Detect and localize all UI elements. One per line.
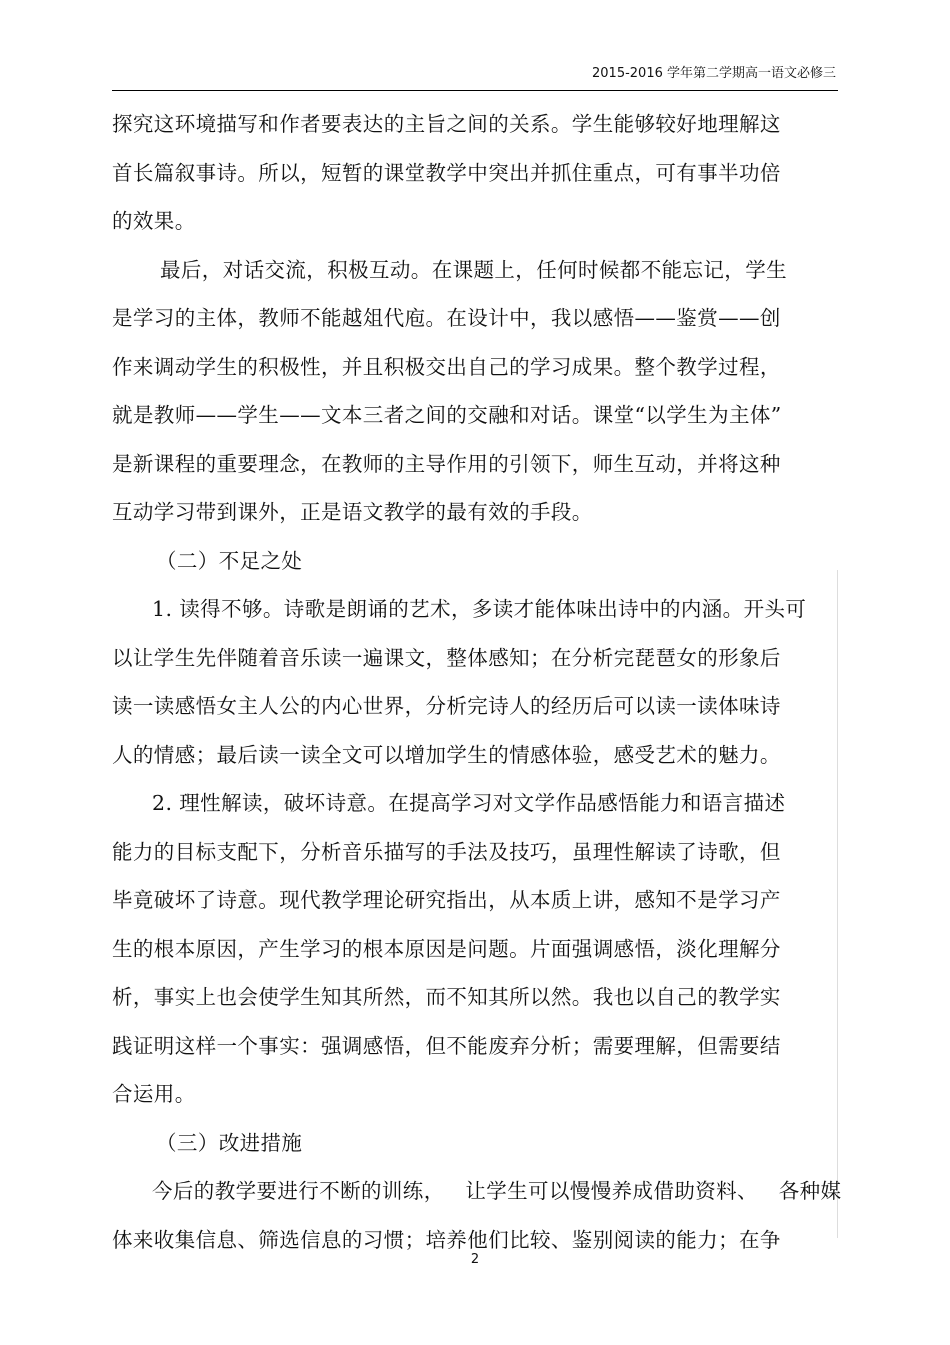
- text-line: 合运用。: [112, 1082, 196, 1106]
- page-number: 2: [470, 1252, 480, 1267]
- text-line: 就是教师——学生——文本三者之间的交融和对话。课堂“以学生为主体”: [112, 403, 782, 427]
- text-line: 是学习的主体，教师不能越俎代庖。在设计中，我以感悟——鉴赏——创: [112, 306, 781, 330]
- text-line: 的效果。: [112, 209, 196, 233]
- text-line: 生的根本原因，产生学习的根本原因是问题。片面强调感悟，淡化理解分: [112, 936, 781, 961]
- text-line: 能力的目标支配下，分析音乐描写的手法及技巧，虽理性解读了诗歌，但: [112, 839, 781, 864]
- text-line: 践证明这样一个事实：强调感悟，但不能废弃分析；需要理解，但需要结: [112, 1033, 781, 1058]
- text-line: 毕竟破坏了诗意。现代教学理论研究指出，从本质上讲，感知不是学习产: [112, 888, 781, 912]
- paragraph-start: 2. 理性解读，破坏诗意。在提高学习对文学作品感悟能力和语言描述: [152, 791, 786, 815]
- page-header: 2015-2016 学年第二学期高一语文必修三: [592, 66, 836, 81]
- text-line: 体来收集信息、筛选信息的习惯；培养他们比较、鉴别阅读的能力；在争: [112, 1227, 781, 1252]
- margin-line: [837, 570, 838, 1238]
- body-text: [112, 100, 842, 1264]
- paragraph-start: 1. 读得不够。诗歌是朗诵的艺术，多读才能体味出诗中的内涵。开头可: [152, 597, 807, 621]
- text-line: 是新课程的重要理念，在教师的主导作用的引领下，师生互动，并将这种: [112, 451, 781, 476]
- text-line: 以让学生先伴随着音乐读一遍课文，整体感知；在分析完琵琶女的形象后: [112, 645, 781, 670]
- paragraph-start: 今后的教学要进行不断的训练， 让学生可以慢慢养成借助资料、 各种媒: [152, 1179, 842, 1203]
- paragraph-start: 最后，对话交流，积极互动。在课题上，任何时候都不能忘记，学生: [160, 257, 787, 282]
- header-divider: [112, 90, 838, 91]
- section-heading-improvements: （三）改进措施: [156, 1130, 303, 1155]
- text-line: 人的情感；最后读一读全文可以增加学生的情感体验，感受艺术的魅力。: [112, 742, 781, 767]
- text-line: 作来调动学生的积极性，并且积极交出自己的学习成果。整个教学过程，: [112, 354, 781, 379]
- text-line: 探究这环境描写和作者要表达的主旨之间的关系。学生能够较好地理解这: [112, 112, 781, 136]
- text-line: 析，事实上也会使学生知其所然，而不知其所以然。我也以自己的教学实: [112, 985, 781, 1009]
- text-line: 读一读感悟女主人公的内心世界，分析完诗人的经历后可以读一读体味诗: [112, 694, 781, 718]
- text-line: 首长篇叙事诗。所以，短暂的课堂教学中突出并抓住重点，可有事半功倍: [112, 160, 781, 185]
- text-line: 互动学习带到课外，正是语文教学的最有效的手段。: [112, 500, 593, 524]
- section-heading-shortcomings: （二）不足之处: [156, 548, 303, 573]
